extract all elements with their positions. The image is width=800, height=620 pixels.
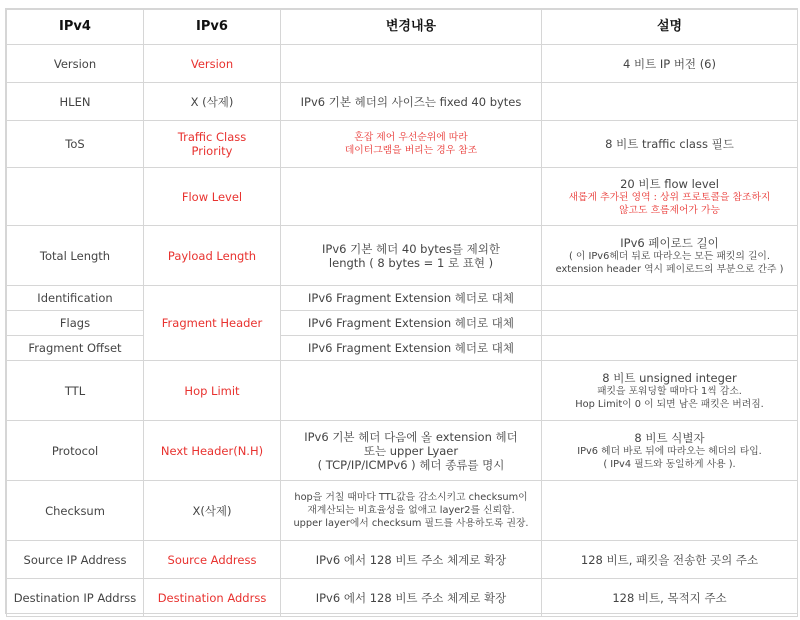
change-cell bbox=[281, 45, 542, 83]
description-note-line: 새롭게 추가된 영역 : 상위 프로토콜을 참조하지 bbox=[568, 191, 771, 203]
change-cell: IPv6 Fragment Extension 헤더로 대체 bbox=[281, 311, 542, 336]
ipv4-field: TTL bbox=[7, 361, 144, 421]
change-cell bbox=[281, 226, 542, 286]
header-ipv4: IPv4 bbox=[7, 10, 144, 45]
change-cell bbox=[281, 421, 542, 481]
description-cell: 128 비트, 패킷을 전송한 곳의 주소 bbox=[542, 541, 798, 579]
description-note-line: 않고도 흐름제어가 가능 bbox=[619, 204, 720, 216]
description-cell bbox=[542, 336, 798, 361]
description-line: 20 비트 flow level bbox=[620, 176, 719, 191]
ipv4-field: Destination IP Addrss bbox=[7, 579, 144, 617]
change-line: hop을 거칠 때마다 TTL값을 감소시키고 checksum이 bbox=[294, 492, 528, 503]
ipv6-field-line: Traffic Class bbox=[177, 130, 247, 144]
description-cell bbox=[542, 421, 798, 481]
change-cell bbox=[281, 481, 542, 541]
ipv6-field: Fragment Header bbox=[144, 286, 281, 361]
table-row bbox=[7, 168, 798, 226]
ipv4-field: Source IP Address bbox=[7, 541, 144, 579]
table-row bbox=[7, 481, 798, 541]
ipv4-field: HLEN bbox=[7, 83, 144, 121]
table-row bbox=[7, 541, 798, 579]
ipv4-field: Protocol bbox=[7, 421, 144, 481]
ipv4-field: Version bbox=[7, 45, 144, 83]
ipv6-field-line: Priority bbox=[191, 144, 233, 158]
header-description: 설명 bbox=[542, 10, 798, 45]
ipv4-field: Identification bbox=[7, 286, 144, 311]
change-line: ( TCP/IP/ICMPv6 ) 헤더 종류를 명시 bbox=[317, 457, 505, 472]
description-sub-line: Hop Limit이 0 이 되면 남은 패킷은 버려짐. bbox=[575, 398, 764, 410]
description-line: IPv6 페이로드 길이 bbox=[620, 235, 719, 250]
description-cell bbox=[542, 168, 798, 226]
ipv4-field: Total Length bbox=[7, 226, 144, 286]
ipv6-field: Hop Limit bbox=[144, 361, 281, 421]
description-line: 8 비트 unsigned integer bbox=[602, 370, 737, 385]
description-cell bbox=[542, 226, 798, 286]
ipv6-field: Version bbox=[144, 45, 281, 83]
table-row bbox=[7, 336, 798, 361]
ipv6-field: X (삭제) bbox=[144, 83, 281, 121]
ipv4-field: Fragment Offset bbox=[7, 336, 144, 361]
description-cell bbox=[542, 83, 798, 121]
table-row bbox=[7, 226, 798, 286]
change-cell: IPv6 에서 128 비트 주소 체계로 확장 bbox=[281, 579, 542, 617]
change-line: upper layer에서 checksum 필드를 사용하도록 권장. bbox=[293, 518, 529, 529]
change-cell: IPv6 에서 128 비트 주소 체계로 확장 bbox=[281, 541, 542, 579]
header-row bbox=[7, 10, 798, 45]
change-cell: IPv6 기본 헤더의 사이즈는 fixed 40 bytes bbox=[281, 83, 542, 121]
ipv4-ipv6-comparison-table bbox=[5, 8, 798, 614]
change-line: IPv6 기본 헤더 다음에 올 extension 헤더 bbox=[304, 429, 518, 444]
table-row bbox=[7, 121, 798, 168]
change-line: length ( 8 bytes = 1 로 표현 ) bbox=[328, 255, 494, 270]
change-line: 데이터그램을 버리는 경우 참조 bbox=[344, 145, 478, 156]
description-sub-line: ( 이 IPv6헤더 뒤로 따라오는 모든 패킷의 길이. bbox=[569, 250, 770, 262]
table-row bbox=[7, 83, 798, 121]
description-cell: 8 비트 traffic class 필드 bbox=[542, 121, 798, 168]
description-sub-line: ( IPv4 필드와 동일하게 사용 ). bbox=[603, 458, 736, 470]
change-cell: IPv6 Fragment Extension 헤더로 대체 bbox=[281, 336, 542, 361]
header-change: 변경내용 bbox=[281, 10, 542, 45]
description-cell bbox=[542, 286, 798, 311]
description-sub-line: IPv6 헤더 바로 뒤에 따라오는 헤더의 타입. bbox=[577, 445, 762, 457]
comparison-table bbox=[6, 9, 798, 617]
ipv4-field: Flags bbox=[7, 311, 144, 336]
description-cell: 4 비트 IP 버전 (6) bbox=[542, 45, 798, 83]
table-row bbox=[7, 579, 798, 617]
description-cell bbox=[542, 311, 798, 336]
description-line: 8 비트 식별자 bbox=[634, 430, 705, 445]
change-cell bbox=[281, 361, 542, 421]
description-cell bbox=[542, 481, 798, 541]
table-row bbox=[7, 45, 798, 83]
ipv6-field: Source Address bbox=[144, 541, 281, 579]
table-row bbox=[7, 286, 798, 311]
change-line: IPv6 기본 헤더 40 bytes를 제외한 bbox=[322, 241, 500, 256]
change-line: 혼잡 제어 우선순위에 따라 bbox=[354, 132, 468, 143]
header-ipv6: IPv6 bbox=[144, 10, 281, 45]
ipv6-field: Flow Level bbox=[144, 168, 281, 226]
ipv6-field: Next Header(N.H) bbox=[144, 421, 281, 481]
description-sub-line: 패킷을 포워딩할 때마다 1씩 감소. bbox=[597, 385, 742, 397]
ipv4-field bbox=[7, 168, 144, 226]
description-cell: 128 비트, 목적지 주소 bbox=[542, 579, 798, 617]
change-cell bbox=[281, 121, 542, 168]
ipv6-field: X(삭제) bbox=[144, 481, 281, 541]
description-cell bbox=[542, 361, 798, 421]
change-line: 또는 upper Lyaer bbox=[363, 443, 459, 458]
table-row bbox=[7, 361, 798, 421]
change-cell bbox=[281, 168, 542, 226]
change-line: 재계산되는 비효율성을 없애고 layer2를 신뢰함. bbox=[307, 505, 515, 516]
description-sub-line: extension header 역시 페이로드의 부분으로 간주 ) bbox=[555, 263, 784, 275]
ipv4-field: ToS bbox=[7, 121, 144, 168]
ipv4-field: Checksum bbox=[7, 481, 144, 541]
ipv6-field: Destination Addrss bbox=[144, 579, 281, 617]
change-cell: IPv6 Fragment Extension 헤더로 대체 bbox=[281, 286, 542, 311]
table-row bbox=[7, 311, 798, 336]
ipv6-field bbox=[144, 121, 281, 168]
table-row bbox=[7, 421, 798, 481]
ipv6-field: Payload Length bbox=[144, 226, 281, 286]
